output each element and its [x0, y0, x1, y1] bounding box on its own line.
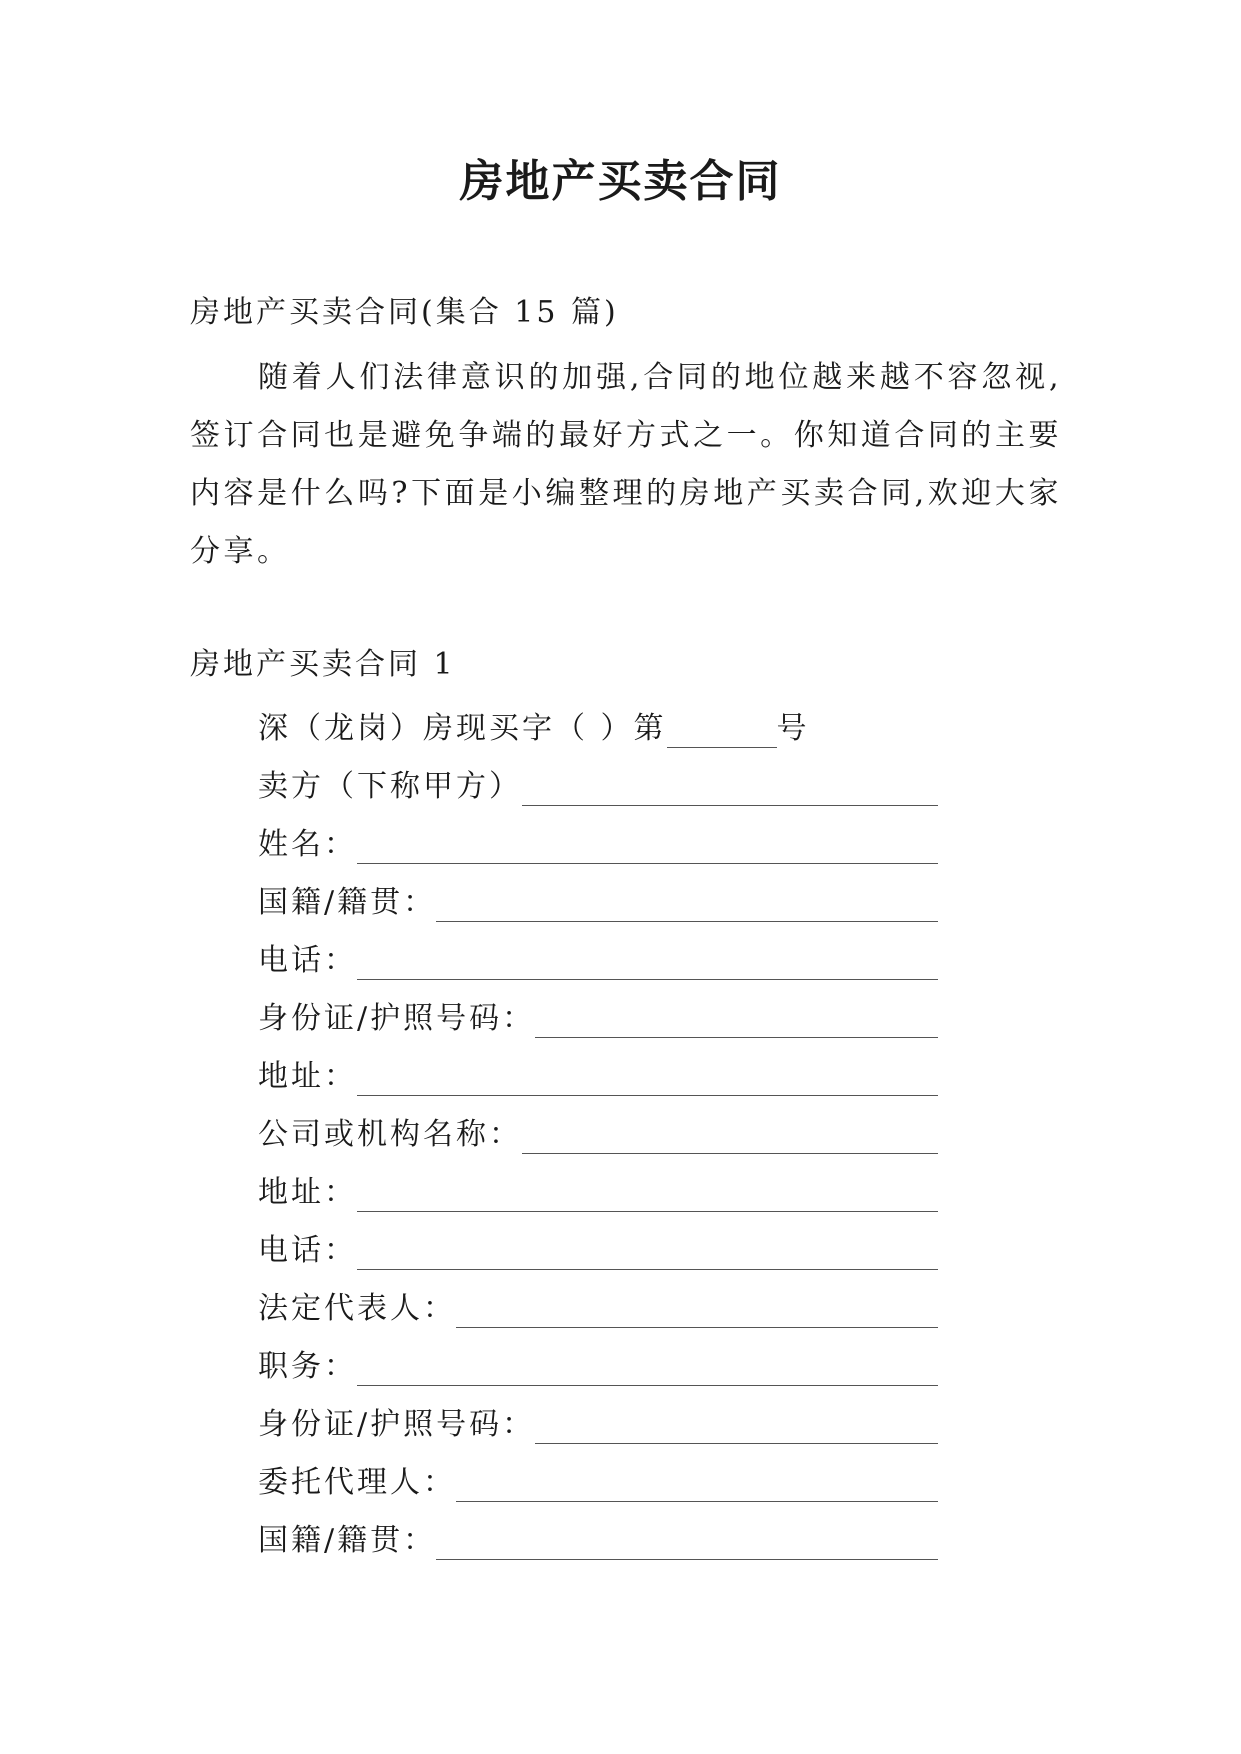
field-row-legal-representative [258, 1280, 938, 1338]
field-label: 电话： [258, 943, 357, 978]
field-label: 国籍/籍贯： [258, 1523, 437, 1558]
document-subtitle: 房地产买卖合同(集合 15 篇) [190, 295, 619, 330]
field-blank[interactable] [436, 1529, 938, 1560]
field-label: 国籍/籍贯： [258, 885, 437, 920]
field-blank[interactable] [522, 775, 938, 806]
reference-number-line [258, 700, 938, 758]
field-row-nationality [258, 874, 938, 932]
field-blank[interactable] [456, 1471, 938, 1502]
intro-paragraph: 随着人们法律意识的加强,合同的地位越来越不容忽视,签订合同也是避免争端的最好方式之一。你知道合同的主要内容是什么吗?下面是小编整理的房地产买卖合同,欢迎大家分享。 [190, 360, 1062, 569]
field-blank[interactable] [357, 1065, 938, 1096]
field-label: 身份证/护照号码： [258, 1001, 536, 1036]
field-label: 姓名： [258, 827, 357, 862]
field-label: 卖方（下称甲方） [258, 769, 522, 804]
field-label: 电话： [258, 1233, 357, 1268]
reference-prefix: 深（龙岗）房现买字（ ）第 [258, 711, 667, 746]
field-label: 身份证/护照号码： [258, 1407, 536, 1442]
field-row-address [258, 1048, 938, 1106]
field-row-company-name [258, 1106, 938, 1164]
field-label: 法定代表人： [258, 1291, 456, 1326]
section-heading: 房地产买卖合同 1 [190, 647, 456, 682]
field-blank[interactable] [535, 1007, 938, 1038]
field-label: 地址： [258, 1175, 357, 1210]
field-label: 公司或机构名称： [258, 1117, 522, 1152]
field-label: 委托代理人： [258, 1465, 456, 1500]
field-row-company-phone [258, 1222, 938, 1280]
field-row-rep-id-number [258, 1396, 938, 1454]
field-label: 职务： [258, 1349, 357, 1384]
field-blank[interactable] [357, 1181, 938, 1212]
field-blank[interactable] [357, 1239, 938, 1270]
field-row-phone [258, 932, 938, 990]
field-blank[interactable] [357, 833, 938, 864]
field-blank[interactable] [535, 1413, 938, 1444]
reference-suffix: 号 [776, 711, 810, 746]
field-row-company-address [258, 1164, 938, 1222]
contract-field-list [258, 700, 938, 1570]
field-blank[interactable] [436, 891, 938, 922]
field-row-id-number [258, 990, 938, 1048]
field-row-position [258, 1338, 938, 1396]
field-blank[interactable] [357, 949, 938, 980]
document-title: 房地产买卖合同 [459, 156, 782, 207]
field-row-agent [258, 1454, 938, 1512]
field-row-agent-nationality [258, 1512, 938, 1570]
reference-number-blank[interactable] [667, 717, 777, 748]
field-blank[interactable] [357, 1355, 938, 1386]
field-row-name [258, 816, 938, 874]
field-blank[interactable] [522, 1123, 938, 1154]
field-blank[interactable] [456, 1297, 938, 1328]
field-row-seller [258, 758, 938, 816]
field-label: 地址： [258, 1059, 357, 1094]
